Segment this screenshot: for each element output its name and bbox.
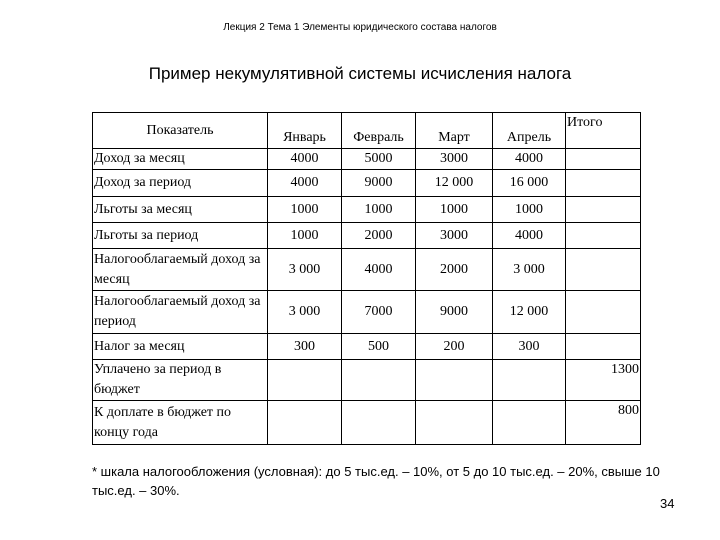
table-cell: 12 000 <box>493 291 566 334</box>
table-cell: 4000 <box>342 249 416 291</box>
footnote: * шкала налогообложения (условная): до 5 тыс.ед. – 10%, от 5 до 10 тыс.ед. – 20%, свыше 10 тыс.ед. – 30%. <box>92 464 660 498</box>
table-row <box>93 360 641 401</box>
table-cell <box>268 360 342 401</box>
table-cell: 3 000 <box>493 249 566 291</box>
table-cell: 12 000 <box>416 170 493 197</box>
table-cell <box>493 401 566 445</box>
table-cell: 3000 <box>416 223 493 249</box>
column-header: Март <box>416 113 493 149</box>
table-cell: 800 <box>566 401 641 445</box>
table-row <box>93 223 641 249</box>
table-row <box>93 291 641 334</box>
table-cell: 1000 <box>268 223 342 249</box>
table-cell <box>566 197 641 223</box>
table-row <box>93 334 641 360</box>
table-cell: 2000 <box>416 249 493 291</box>
row-label: Доход за период <box>93 170 268 197</box>
table-cell <box>416 360 493 401</box>
column-header: Январь <box>268 113 342 149</box>
table-row <box>93 149 641 170</box>
table-cell <box>493 360 566 401</box>
table-cell <box>342 401 416 445</box>
column-header: Итого <box>566 113 641 149</box>
row-label: Доход за месяц <box>93 149 268 170</box>
table-cell <box>342 360 416 401</box>
table-row <box>93 170 641 197</box>
row-label: Налогооблагаемый доход за месяц <box>93 249 268 291</box>
table-cell: 3 000 <box>268 249 342 291</box>
table-cell: 1300 <box>566 360 641 401</box>
table-cell: 4000 <box>493 149 566 170</box>
row-label: Налогооблагаемый доход за период <box>93 291 268 334</box>
column-header: Показатель <box>93 113 268 149</box>
table-cell: 4000 <box>268 170 342 197</box>
row-label: К доплате в бюджет по концу года <box>93 401 268 445</box>
table-cell: 9000 <box>342 170 416 197</box>
table-cell: 1000 <box>493 197 566 223</box>
row-label: Налог за месяц <box>93 334 268 360</box>
table-cell <box>268 401 342 445</box>
row-label: Уплачено за период в бюджет <box>93 360 268 401</box>
table-cell <box>566 334 641 360</box>
table-cell <box>416 401 493 445</box>
table-cell <box>566 223 641 249</box>
table-row <box>93 249 641 291</box>
column-header: Февраль <box>342 113 416 149</box>
table-cell <box>566 170 641 197</box>
table-cell <box>566 249 641 291</box>
table-cell: 3 000 <box>268 291 342 334</box>
table-cell: 1000 <box>416 197 493 223</box>
table-cell: 5000 <box>342 149 416 170</box>
table-cell: 9000 <box>416 291 493 334</box>
table-cell <box>566 291 641 334</box>
column-header: Апрель <box>493 113 566 149</box>
table-cell: 4000 <box>268 149 342 170</box>
table-header-row <box>93 113 641 149</box>
table-row <box>93 197 641 223</box>
table-cell: 500 <box>342 334 416 360</box>
table-cell: 300 <box>268 334 342 360</box>
tax-table <box>92 112 641 445</box>
page-number: 34 <box>660 496 675 511</box>
table-cell: 7000 <box>342 291 416 334</box>
table-cell: 16 000 <box>493 170 566 197</box>
lecture-header: Лекция 2 Тема 1 Элементы юридического состава налогов <box>223 22 497 33</box>
row-label: Льготы за месяц <box>93 197 268 223</box>
table-cell: 1000 <box>342 197 416 223</box>
slide-title: Пример некумулятивной системы исчисления налога <box>148 64 572 83</box>
table-cell: 1000 <box>268 197 342 223</box>
table-row <box>93 401 641 445</box>
table-cell: 4000 <box>493 223 566 249</box>
row-label: Льготы за период <box>93 223 268 249</box>
table-cell <box>566 149 641 170</box>
table-cell: 200 <box>416 334 493 360</box>
table-cell: 2000 <box>342 223 416 249</box>
table-cell: 300 <box>493 334 566 360</box>
table-cell: 3000 <box>416 149 493 170</box>
